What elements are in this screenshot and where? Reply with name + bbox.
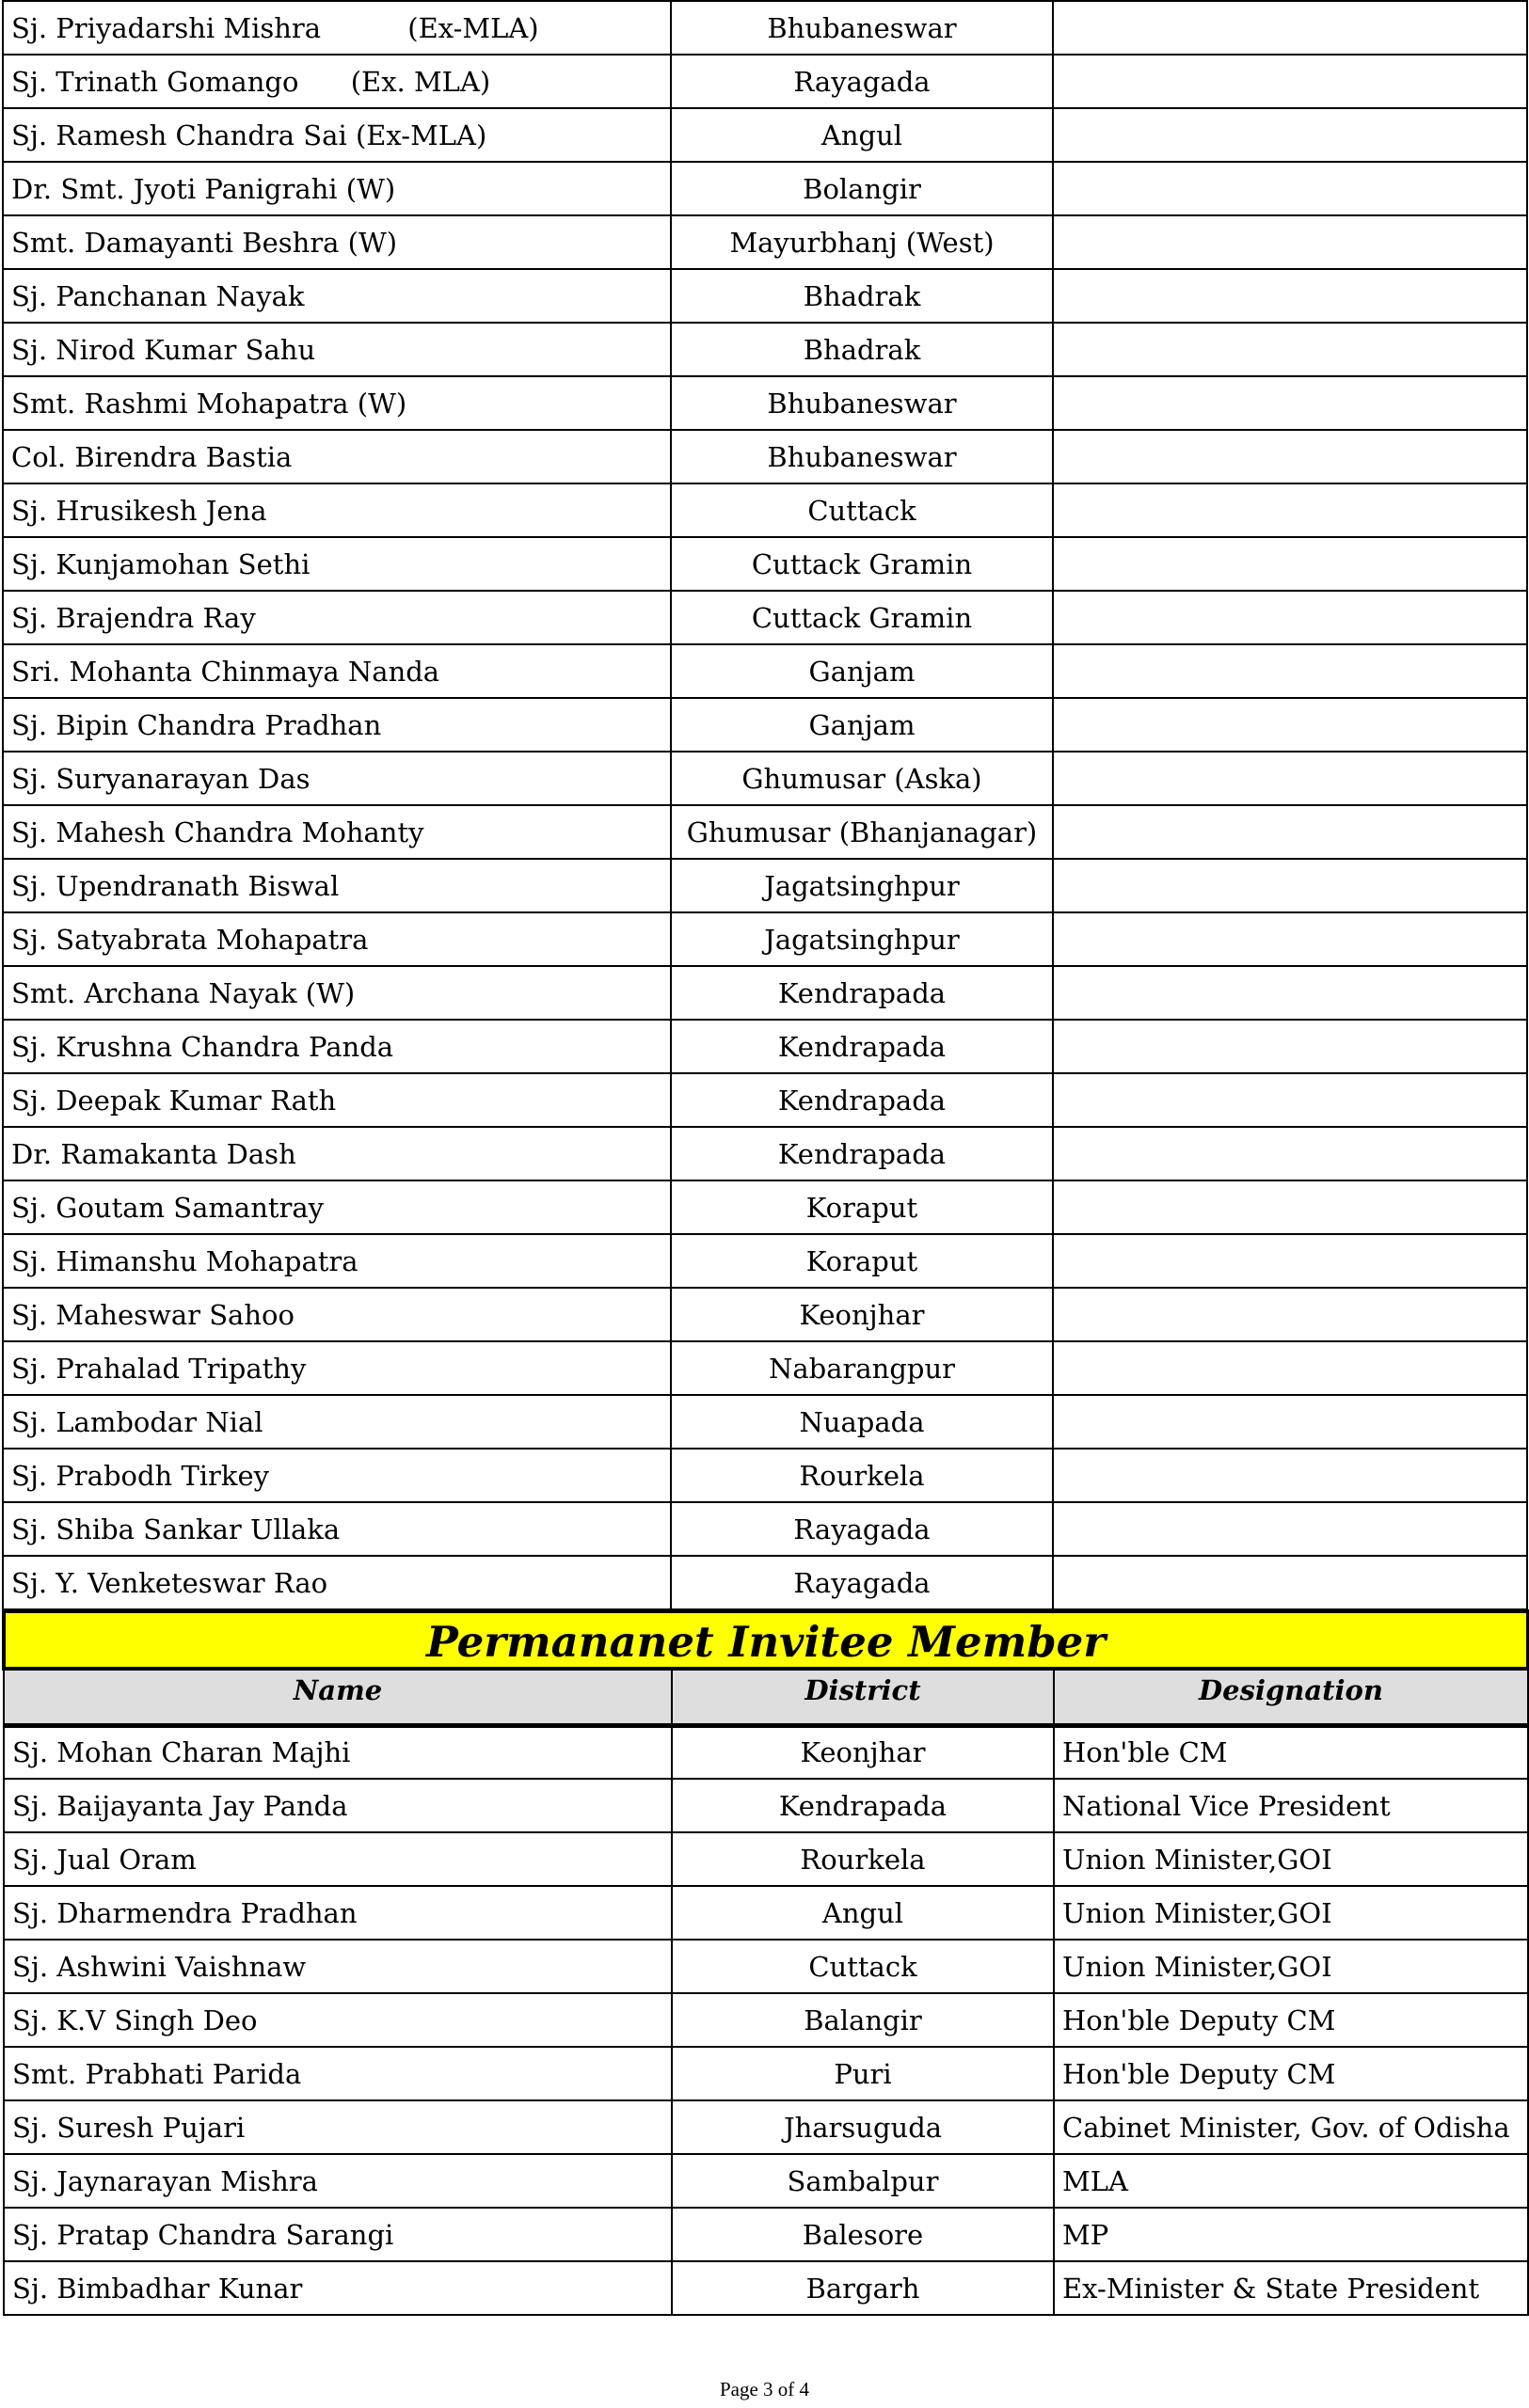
table-row (3, 55, 1527, 108)
table-row (4, 2208, 1528, 2261)
name-cell: Sj. Ramesh Chandra Sai (Ex-MLA) (3, 108, 671, 162)
table-header-row (4, 1669, 1528, 1725)
district-cell: Mayurbhanj (West) (671, 215, 1053, 269)
designation-cell (1053, 805, 1527, 859)
district-cell: Rayagada (671, 1502, 1053, 1556)
table-row (3, 1234, 1527, 1288)
name-cell: Col. Birendra Bastia (3, 430, 671, 483)
district-cell: Puri (672, 2047, 1054, 2100)
designation-cell (1053, 859, 1527, 912)
district-cell: Cuttack Gramin (671, 591, 1053, 644)
district-cell: Bolangir (671, 162, 1053, 215)
name-cell: Sj. Nirod Kumar Sahu (3, 323, 671, 376)
name-cell: Sri. Mohanta Chinmaya Nanda (3, 644, 671, 698)
designation-cell (1053, 215, 1527, 269)
designation-cell (1053, 376, 1527, 430)
table-row (4, 1993, 1528, 2047)
name-cell: Sj. Satyabrata Mohapatra (3, 912, 671, 966)
table-row (3, 859, 1527, 912)
district-cell: Jagatsinghpur (671, 859, 1053, 912)
district-cell: Bhubaneswar (671, 430, 1053, 483)
designation-cell: Hon'ble Deputy CM (1054, 2047, 1528, 2100)
table-row (4, 2047, 1528, 2100)
name-cell: Sj. Lambodar Nial (3, 1395, 671, 1449)
designation-cell (1053, 1449, 1527, 1502)
name-cell: Sj. Suryanarayan Das (3, 752, 671, 805)
district-cell: Sambalpur (672, 2154, 1054, 2208)
designation-cell: MLA (1054, 2154, 1528, 2208)
name-cell: Sj. Panchanan Nayak (3, 269, 671, 323)
table-row (3, 698, 1527, 752)
district-cell: Nuapada (671, 1395, 1053, 1449)
name-cell: Sj. Upendranath Biswal (3, 859, 671, 912)
table-row (3, 591, 1527, 644)
designation-cell (1053, 752, 1527, 805)
district-cell: Cuttack Gramin (671, 537, 1053, 591)
district-cell: Cuttack (671, 483, 1053, 537)
name-cell: Sj. Trinath Gomango (Ex. MLA) (3, 55, 671, 108)
table-row (3, 644, 1527, 698)
district-cell: Keonjhar (671, 1288, 1053, 1341)
district-cell: Ganjam (671, 644, 1053, 698)
district-cell: Jharsuguda (672, 2100, 1054, 2154)
district-cell: Koraput (671, 1180, 1053, 1234)
district-cell: Bhubaneswar (671, 376, 1053, 430)
table-row (3, 376, 1527, 430)
table-row (4, 1779, 1528, 1832)
name-cell: Sj. Mahesh Chandra Mohanty (3, 805, 671, 859)
designation-cell (1053, 537, 1527, 591)
designation-cell (1053, 1, 1527, 55)
name-cell: Sj. Bipin Chandra Pradhan (3, 698, 671, 752)
table-row (3, 1180, 1527, 1234)
designation-cell (1053, 1180, 1527, 1234)
name-cell: Sj. Brajendra Ray (3, 591, 671, 644)
district-cell: Balangir (672, 1993, 1054, 2047)
name-cell: Sj. Himanshu Mohapatra (3, 1234, 671, 1288)
table-row (3, 752, 1527, 805)
members-table-body (3, 1, 1527, 1609)
district-cell: Kendrapada (671, 966, 1053, 1020)
name-cell: Smt. Damayanti Beshra (W) (3, 215, 671, 269)
table-row (4, 1940, 1528, 1993)
section-title: Permananet Invitee Member (4, 1611, 1528, 1669)
designation-cell (1053, 1395, 1527, 1449)
table-row (3, 1073, 1527, 1127)
district-cell: Nabarangpur (671, 1341, 1053, 1395)
name-cell: Sj. Baijayanta Jay Panda (4, 1779, 672, 1832)
designation-cell (1053, 483, 1527, 537)
designation-cell: National Vice President (1054, 1779, 1528, 1832)
table-row (3, 1288, 1527, 1341)
name-cell: Sj. Bimbadhar Kunar (4, 2261, 672, 2315)
table-row (4, 1725, 1528, 1779)
designation-cell (1053, 912, 1527, 966)
designation-cell: Cabinet Minister, Gov. of Odisha (1054, 2100, 1528, 2154)
name-cell: Sj. Maheswar Sahoo (3, 1288, 671, 1341)
column-header-district: District (672, 1669, 1054, 1725)
district-cell: Koraput (671, 1234, 1053, 1288)
name-cell: Sj. Dharmendra Pradhan (4, 1886, 672, 1940)
district-cell: Keonjhar (672, 1725, 1054, 1779)
table-row (3, 430, 1527, 483)
table-row (3, 1127, 1527, 1180)
district-cell: Rayagada (671, 55, 1053, 108)
name-cell: Sj. Goutam Samantray (3, 1180, 671, 1234)
name-cell: Dr. Smt. Jyoti Panigrahi (W) (3, 162, 671, 215)
designation-cell (1053, 644, 1527, 698)
table-row (4, 2261, 1528, 2315)
name-cell: Sj. K.V Singh Deo (4, 1993, 672, 2047)
designation-cell (1053, 323, 1527, 376)
name-cell: Smt. Rashmi Mohapatra (W) (3, 376, 671, 430)
name-cell: Sj. Prahalad Tripathy (3, 1341, 671, 1395)
designation-cell (1053, 430, 1527, 483)
district-cell: Rourkela (671, 1449, 1053, 1502)
table-row (3, 1, 1527, 55)
table-row (3, 966, 1527, 1020)
designation-cell (1053, 1073, 1527, 1127)
district-cell: Bhubaneswar (671, 1, 1053, 55)
table-row (3, 1556, 1527, 1609)
district-cell: Balesore (672, 2208, 1054, 2261)
district-cell: Kendrapada (671, 1127, 1053, 1180)
name-cell: Sj. Y. Venketeswar Rao (3, 1556, 671, 1609)
name-cell: Sj. Mohan Charan Majhi (4, 1725, 672, 1779)
table-row (4, 1886, 1528, 1940)
table-row (4, 2154, 1528, 2208)
district-cell: Bhadrak (671, 269, 1053, 323)
designation-cell: Hon'ble Deputy CM (1054, 1993, 1528, 2047)
district-cell: Kendrapada (671, 1020, 1053, 1073)
name-cell: Sj. Kunjamohan Sethi (3, 537, 671, 591)
district-cell: Kendrapada (672, 1779, 1054, 1832)
name-cell: Sj. Shiba Sankar Ullaka (3, 1502, 671, 1556)
designation-cell: Union Minister,GOI (1054, 1832, 1528, 1886)
table-row (3, 1449, 1527, 1502)
designation-cell (1053, 1502, 1527, 1556)
district-cell: Kendrapada (671, 1073, 1053, 1127)
table-row (3, 1395, 1527, 1449)
designation-cell (1053, 1020, 1527, 1073)
members-table (2, 0, 1528, 1610)
column-header-name: Name (4, 1669, 672, 1725)
designation-cell (1053, 591, 1527, 644)
designation-cell (1053, 1127, 1527, 1180)
designation-cell: Union Minister,GOI (1054, 1886, 1528, 1940)
designation-cell: MP (1054, 2208, 1528, 2261)
district-cell: Rayagada (671, 1556, 1053, 1609)
column-header-designation: Designation (1054, 1669, 1528, 1725)
table-row (3, 1502, 1527, 1556)
district-cell: Jagatsinghpur (671, 912, 1053, 966)
table-row (3, 1341, 1527, 1395)
designation-cell (1053, 1341, 1527, 1395)
name-cell: Sj. Jaynarayan Mishra (4, 2154, 672, 2208)
designation-cell: Union Minister,GOI (1054, 1940, 1528, 1993)
district-cell: Cuttack (672, 1940, 1054, 1993)
table-row (3, 162, 1527, 215)
table-row (3, 215, 1527, 269)
name-cell: Sj. Priyadarshi Mishra (Ex-MLA) (3, 1, 671, 55)
table-row (3, 483, 1527, 537)
name-cell: Sj. Pratap Chandra Sarangi (4, 2208, 672, 2261)
district-cell: Bhadrak (671, 323, 1053, 376)
name-cell: Sj. Hrusikesh Jena (3, 483, 671, 537)
table-row (3, 805, 1527, 859)
name-cell: Sj. Deepak Kumar Rath (3, 1073, 671, 1127)
invitee-table (2, 1609, 1529, 2316)
designation-cell (1053, 108, 1527, 162)
district-cell: Rourkela (672, 1832, 1054, 1886)
name-cell: Sj. Ashwini Vaishnaw (4, 1940, 672, 1993)
district-cell: Angul (671, 108, 1053, 162)
designation-cell (1053, 55, 1527, 108)
table-row (3, 1020, 1527, 1073)
designation-cell: Ex-Minister & State President (1054, 2261, 1528, 2315)
name-cell: Sj. Prabodh Tirkey (3, 1449, 671, 1502)
invitee-table-body (4, 1725, 1528, 2315)
table-row (3, 269, 1527, 323)
district-cell: Ghumusar (Bhanjanagar) (671, 805, 1053, 859)
table-row (4, 1832, 1528, 1886)
name-cell: Sj. Suresh Pujari (4, 2100, 672, 2154)
designation-cell (1053, 1556, 1527, 1609)
district-cell: Bargarh (672, 2261, 1054, 2315)
district-cell: Ghumusar (Aska) (671, 752, 1053, 805)
name-cell: Sj. Krushna Chandra Panda (3, 1020, 671, 1073)
designation-cell (1053, 162, 1527, 215)
table-row (4, 2100, 1528, 2154)
designation-cell (1053, 1288, 1527, 1341)
name-cell: Smt. Prabhati Parida (4, 2047, 672, 2100)
table-row (3, 108, 1527, 162)
name-cell: Smt. Archana Nayak (W) (3, 966, 671, 1020)
designation-cell (1053, 1234, 1527, 1288)
page-number: Page 3 of 4 (719, 2378, 810, 2400)
name-cell: Sj. Jual Oram (4, 1832, 672, 1886)
district-cell: Ganjam (671, 698, 1053, 752)
table-row (3, 912, 1527, 966)
designation-cell (1053, 269, 1527, 323)
table-row (3, 537, 1527, 591)
district-cell: Angul (672, 1886, 1054, 1940)
name-cell: Dr. Ramakanta Dash (3, 1127, 671, 1180)
designation-cell: Hon'ble CM (1054, 1725, 1528, 1779)
table-row (3, 323, 1527, 376)
designation-cell (1053, 698, 1527, 752)
designation-cell (1053, 966, 1527, 1020)
